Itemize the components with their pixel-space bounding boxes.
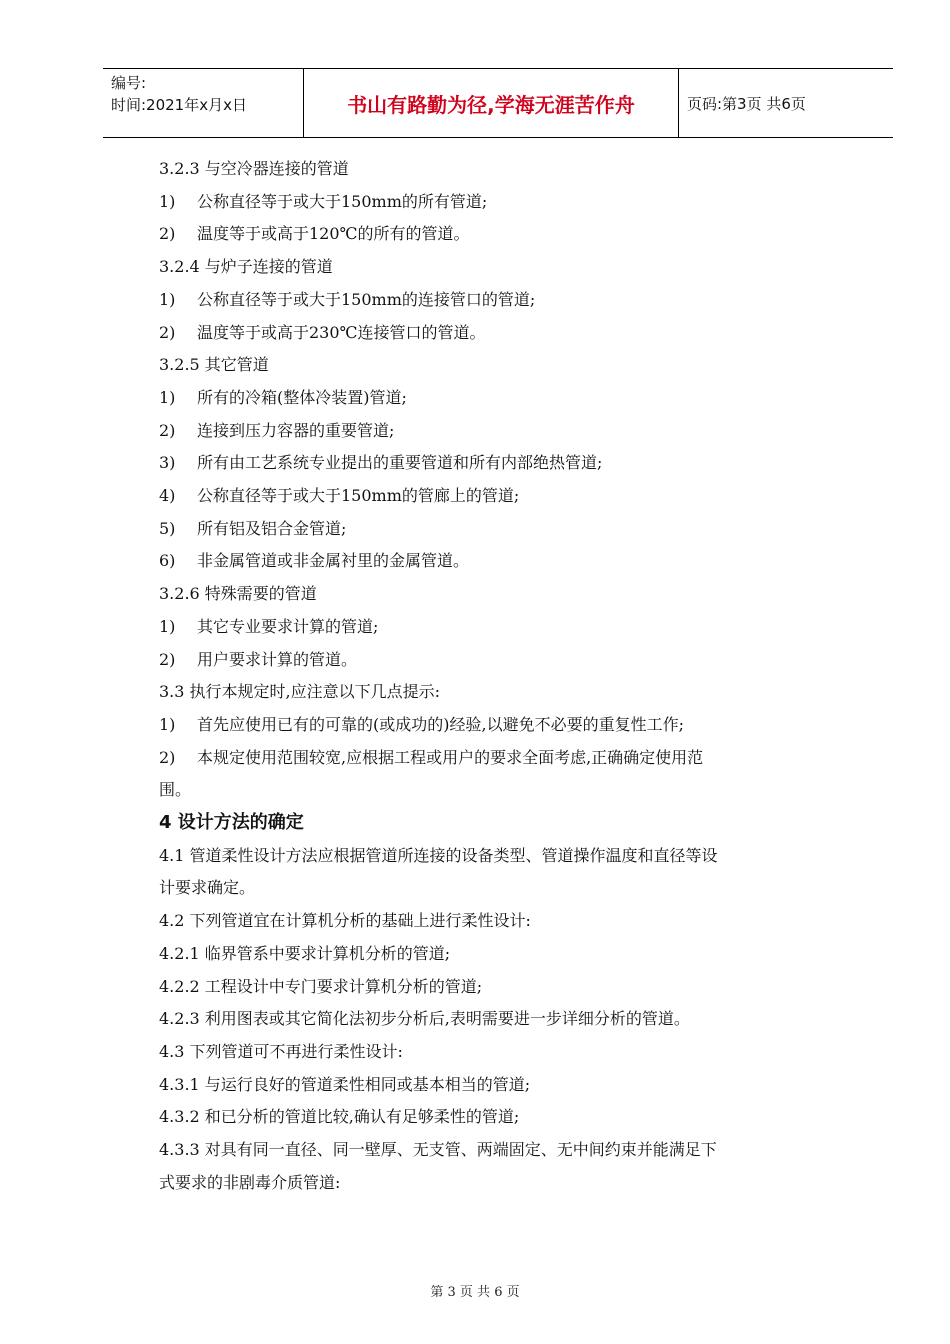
header-motto: 书山有路勤为径,学海无涯苦作舟 — [304, 69, 679, 137]
list-item-text: 本规定使用范围较宽,应根据工程或用户的要求全面考虑,正确确定使用范 — [197, 747, 704, 767]
list-item — [159, 545, 839, 578]
paragraph-line: 围。 — [159, 780, 192, 800]
paragraph-line: 式要求的非剧毒介质管道: — [159, 1172, 341, 1192]
list-item-text: 所有铝及铝合金管道; — [197, 518, 347, 538]
list-item-text: 公称直径等于或大于150mm的连接管口的管道; — [197, 289, 536, 309]
paragraph-line: 3.2.4 与炉子连接的管道 — [159, 257, 333, 277]
header-left-cell — [103, 69, 304, 137]
list-item-text: 公称直径等于或大于150mm的管廊上的管道; — [197, 486, 520, 506]
list-item — [159, 644, 839, 677]
header-page-info: 页码:第3页 共6页 — [687, 94, 806, 113]
list-item-text: 用户要求计算的管道。 — [197, 649, 358, 669]
list-item-number: 6) — [159, 551, 176, 571]
paragraph-line: 3.2.6 特殊需要的管道 — [159, 584, 317, 604]
list-item — [159, 513, 839, 546]
list-item — [159, 611, 839, 644]
paragraph-line: 4.3.2 和已分析的管道比较,确认有足够柔性的管道; — [159, 1107, 520, 1127]
page-footer: 第 3 页 共 6 页 — [430, 1285, 520, 1300]
list-item — [159, 186, 839, 219]
paragraph-line: 4.3.1 与运行良好的管道柔性相同或基本相当的管道; — [159, 1074, 531, 1094]
paragraph-line: 3.2.3 与空冷器连接的管道 — [159, 159, 349, 178]
list-item-number: 2) — [159, 649, 176, 669]
paragraph-line: 3.2.5 其它管道 — [159, 355, 269, 375]
paragraph-line: 4.2.2 工程设计中专门要求计算机分析的管道; — [159, 976, 483, 996]
list-item — [159, 284, 839, 317]
list-item-text: 所有由工艺系统专业提出的重要管道和所有内部绝热管道; — [197, 453, 603, 473]
paragraph-line: 4.3.3 对具有同一直径、同一壁厚、无支管、两端固定、无中间约束并能满足下 — [159, 1140, 717, 1160]
list-item-text: 温度等于或高于120℃的所有的管道。 — [197, 224, 470, 244]
paragraph-line: 4.2.3 利用图表或其它简化法初步分析后,表明需要进一步详细分析的管道。 — [159, 1009, 690, 1029]
list-item-number: 1) — [159, 714, 176, 734]
paragraph-line: 计要求确定。 — [159, 878, 256, 898]
paragraph-line: 4.2 下列管道宜在计算机分析的基础上进行柔性设计: — [159, 911, 531, 931]
list-item-text: 温度等于或高于230℃连接管口的管道。 — [197, 322, 486, 342]
document-header — [103, 68, 893, 138]
list-item — [159, 382, 839, 415]
list-item-text: 首先应使用已有的可靠的(或成功的)经验,以避免不必要的重复性工作; — [197, 714, 684, 734]
list-item-number: 1) — [159, 387, 176, 407]
list-item-text: 公称直径等于或大于150mm的所有管道; — [197, 191, 488, 211]
list-item-number: 1) — [159, 616, 176, 636]
list-item-text: 所有的冷箱(整体冷装置)管道; — [197, 387, 407, 407]
list-item-number: 1) — [159, 289, 176, 309]
number-label: 编号: — [111, 74, 147, 92]
section-heading: 4 设计方法的确定 — [159, 812, 304, 834]
list-item-text: 连接到压力容器的重要管道; — [197, 420, 395, 440]
list-item — [159, 480, 839, 513]
time-label: 时间:2021年x月x日 — [111, 96, 247, 114]
list-item-number: 2) — [159, 322, 176, 342]
list-item-text: 非金属管道或非金属衬里的金属管道。 — [197, 551, 470, 571]
paragraph-line: 4.1 管道柔性设计方法应根据管道所连接的设备类型、管道操作温度和直径等设 — [159, 845, 718, 865]
list-item-number: 4) — [159, 486, 176, 506]
list-item-text: 其它专业要求计算的管道; — [197, 616, 379, 636]
list-item — [159, 218, 839, 251]
list-item — [159, 742, 839, 775]
document-body — [159, 153, 839, 1200]
paragraph-line: 4.3 下列管道可不再进行柔性设计: — [159, 1041, 403, 1061]
paragraph-line: 4.2.1 临界管系中要求计算机分析的管道; — [159, 943, 451, 963]
paragraph-line: 3.3 执行本规定时,应注意以下几点提示: — [159, 682, 441, 702]
list-item-number: 2) — [159, 224, 176, 244]
list-item-number: 2) — [159, 747, 176, 767]
list-item — [159, 447, 839, 480]
list-item-number: 3) — [159, 453, 176, 473]
list-item-number: 1) — [159, 191, 176, 211]
list-item-number: 5) — [159, 518, 176, 538]
list-item — [159, 317, 839, 350]
list-item — [159, 709, 839, 742]
list-item-number: 2) — [159, 420, 176, 440]
list-item — [159, 415, 839, 448]
